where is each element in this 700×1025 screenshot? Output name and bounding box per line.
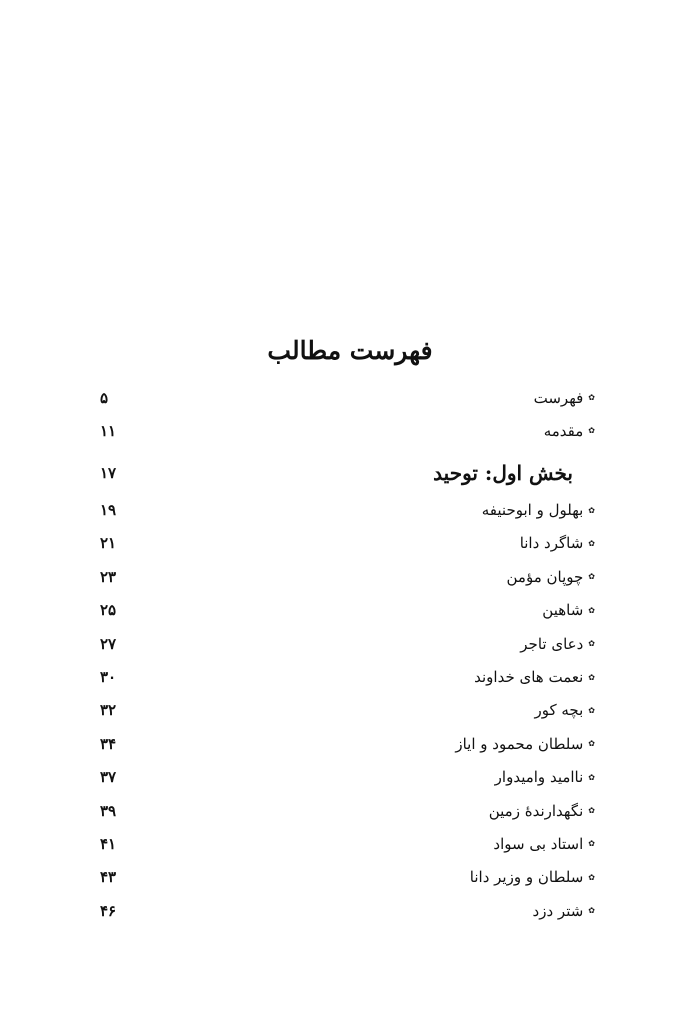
flower-bullet-icon: ✿ <box>588 705 595 715</box>
entry-label: سلطان و وزیر دانا <box>469 868 584 887</box>
page-number: ۳۹ <box>100 801 117 820</box>
entry-label: چوپان مؤمن <box>506 567 584 586</box>
flower-bullet-icon: ✿ <box>588 605 595 615</box>
entry-title <box>493 835 595 853</box>
flower-bullet-icon: ✿ <box>588 839 595 849</box>
entry-label: شاگرد دانا <box>519 534 584 553</box>
page-number: ۴۱ <box>100 834 117 853</box>
entry-title <box>542 601 595 619</box>
entry-label: فهرست <box>533 388 584 407</box>
entry-title <box>507 568 596 586</box>
toc-section-heading <box>100 453 595 493</box>
table-of-contents <box>100 381 595 927</box>
toc-entry <box>100 414 595 447</box>
page-title: فهرست مطالب <box>267 336 433 365</box>
toc-entry <box>100 594 595 627</box>
flower-bullet-icon: ✿ <box>588 806 595 816</box>
flower-bullet-icon: ✿ <box>588 872 595 882</box>
flower-bullet-icon: ✿ <box>588 393 595 402</box>
page-number: ۳۰ <box>100 668 117 687</box>
entry-label: نعمت های خداوند <box>474 668 584 687</box>
toc-entry <box>100 527 595 560</box>
entry-title <box>455 735 595 753</box>
entry-title <box>533 902 595 920</box>
toc-entry <box>100 660 595 693</box>
entry-label: بهلول و ابوحنیفه <box>481 501 584 520</box>
toc-entry <box>100 727 595 760</box>
toc-entry <box>100 560 595 593</box>
entry-label: مقدمه <box>543 421 584 440</box>
page-number: ۴۶ <box>100 901 117 920</box>
entry-title <box>520 534 595 552</box>
flower-bullet-icon: ✿ <box>588 572 595 582</box>
page-number: ۳۴ <box>100 734 117 753</box>
entry-title <box>520 635 595 653</box>
toc-entry <box>100 694 595 727</box>
entry-label: بچه کور <box>534 701 584 720</box>
page-number: ۲۳ <box>100 567 117 586</box>
entry-title <box>489 802 595 820</box>
toc-entry <box>100 381 595 414</box>
page-number: ۳۲ <box>100 701 117 720</box>
page-number: ۱۱ <box>100 421 117 440</box>
toc-entry <box>100 827 595 860</box>
entry-title <box>474 668 595 686</box>
entry-title <box>495 768 595 786</box>
entry-label: نگهدارندهٔ زمین <box>488 801 584 820</box>
toc-entry <box>100 794 595 827</box>
page-number: ۲۷ <box>100 634 117 653</box>
entry-label: بخش اول: توحید <box>433 461 573 486</box>
page-number: ۱۹ <box>100 501 117 520</box>
entry-label: شتر دزد <box>532 901 584 920</box>
toc-entry <box>100 761 595 794</box>
flower-bullet-icon: ✿ <box>588 739 595 749</box>
entry-label: دعای تاجر <box>520 634 584 653</box>
toc-entry <box>100 493 595 526</box>
entry-title <box>482 501 595 519</box>
entry-title <box>544 422 595 440</box>
entry-label: سلطان محمود و ایاز <box>455 734 584 753</box>
flower-bullet-icon: ✿ <box>588 639 595 649</box>
entry-title <box>433 461 573 485</box>
flower-bullet-icon: ✿ <box>588 672 595 682</box>
flower-bullet-icon: ✿ <box>588 538 595 548</box>
flower-bullet-icon: ✿ <box>588 772 595 782</box>
toc-entry <box>100 861 595 894</box>
entry-title <box>470 868 595 886</box>
page-number: ۱۷ <box>100 464 117 483</box>
page-number: ۴۳ <box>100 868 117 887</box>
entry-label: استاد بی سواد <box>493 834 584 853</box>
toc-entry <box>100 894 595 927</box>
page-number: ۵ <box>100 388 109 407</box>
entry-title <box>534 389 595 407</box>
entry-label: ناامید وامیدوار <box>494 768 584 787</box>
entry-label: شاهین <box>542 601 584 620</box>
page-number: ۳۷ <box>100 768 117 787</box>
flower-bullet-icon: ✿ <box>588 505 595 515</box>
page-number: ۲۵ <box>100 601 117 620</box>
flower-bullet-icon: ✿ <box>588 426 595 436</box>
flower-bullet-icon: ✿ <box>588 906 595 916</box>
toc-entry <box>100 627 595 660</box>
entry-title <box>534 701 595 719</box>
page-number: ۲۱ <box>100 534 117 553</box>
